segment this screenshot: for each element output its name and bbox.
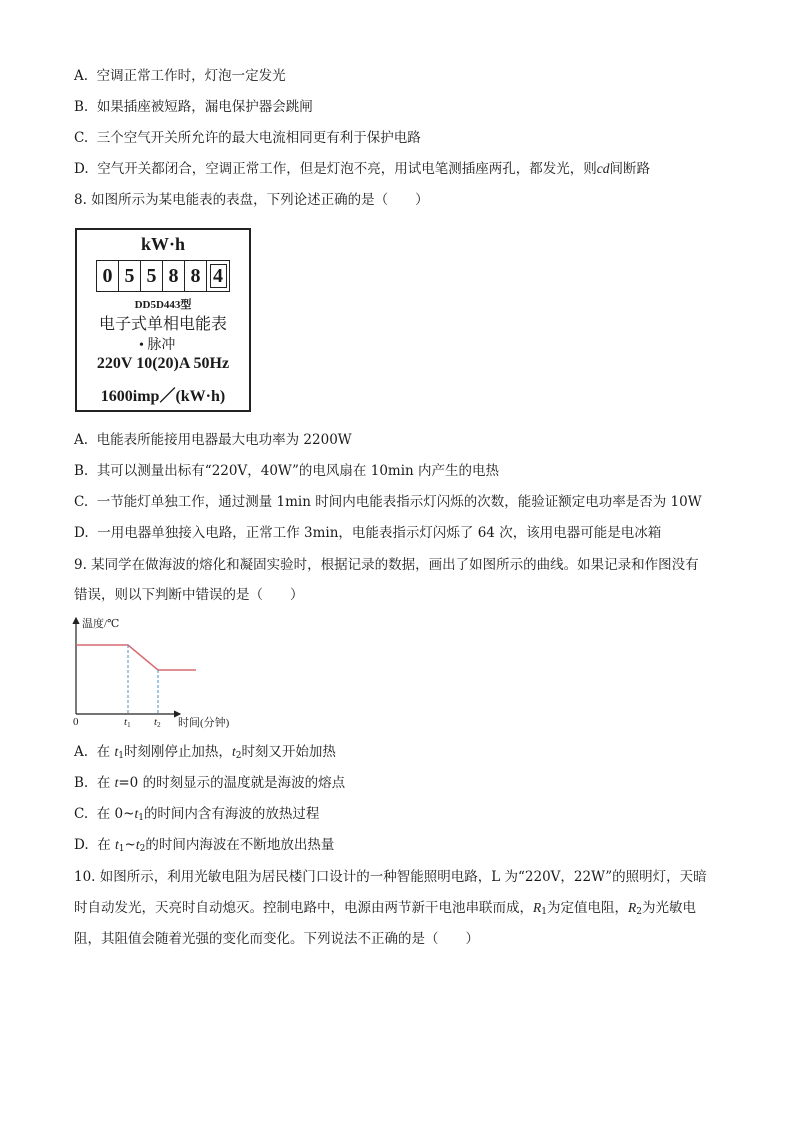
meter-digit: 5 (141, 261, 163, 291)
q9-stem-line1: 9. 某同学在做海波的熔化和凝固实验时，根据记录的数据，画出了如图所示的曲线。如果记录和作图没有 (74, 557, 699, 573)
temperature-time-chart (68, 614, 258, 734)
origin-label: 0 (73, 716, 79, 728)
q10-stem-line2: 时自动发光，天亮时自动熄灭。控制电路中，电源由两节新干电池串联而成，$R_1$为定值电阻，$R_2$为光敏电 (74, 900, 696, 917)
q7-option-c: C. 三个空气开关所允许的最大电流相同更有利于保护电路 (74, 130, 421, 146)
meter-imp-constant: 1600imp／(kW·h) (100, 388, 226, 405)
q9-option-d: D. 在 $t_1\sim t_2$的时间内海波在不断地放出热量 (74, 837, 335, 854)
meter-pulse-indicator: • 脉冲 (139, 338, 176, 353)
meter-counter (96, 260, 230, 292)
meter-model: DD5D443型 (134, 299, 192, 311)
meter-name: 电子式单相电能表 (98, 316, 227, 333)
q8-option-b: B. 其可以测量出标有“220V，40W”的电风扇在 10min 内产生的电热 (74, 463, 500, 479)
q7-option-a: A. 空调正常工作时，灯泡一定发光 (74, 68, 286, 84)
meter-digit: 8 (163, 261, 185, 291)
temperature-curve (76, 645, 196, 670)
q8-option-d: D. 一用电器单独接入电路，正常工作 3min，电能表指示灯闪烁了 64 次，该用电器可能是电冰箱 (74, 525, 662, 541)
q8-stem: 8. 如图所示为某电能表的表盘，下列论述正确的是（ ） (74, 192, 429, 208)
t1-tick-label: t1 (124, 716, 131, 729)
meter-decimal-digit: 4 (207, 261, 229, 291)
q9-stem-line2: 错误，则以下判断中错误的是（ ） (74, 587, 304, 603)
q9-option-a: A. 在 $t_1$时刻刚停止加热，$t_2$时刻又开始加热 (74, 744, 336, 761)
q7-option-b: B. 如果插座被短路，漏电保护器会跳闸 (74, 99, 313, 115)
q9-option-b: B. 在 t=0 的时刻显示的温度就是海波的熔点 (74, 775, 346, 791)
q10-stem-line3: 阻，其阻值会随着光强的变化而变化。下列说法不正确的是（ ） (74, 931, 479, 947)
meter-unit: kW·h (140, 234, 186, 254)
meter-digit: 0 (97, 261, 119, 291)
meter-digit: 8 (185, 261, 207, 291)
q9-option-c: C. 在 $0\sim t_1$的时间内含有海波的放热过程 (74, 806, 320, 823)
q7-option-d: D. 空气开关都闭合，空调正常工作，但是灯泡不亮，用试电笔测插座两孔，都发光，则cd间断路 (74, 161, 650, 177)
x-axis-label: 时间(分钟) (178, 717, 230, 729)
q10-stem-line1: 10. 如图所示，利用光敏电阻为居民楼门口设计的一种智能照明电路，L 为“220V，22W”的照明灯，天暗 (74, 869, 707, 885)
y-axis-label: 温度/℃ (82, 618, 120, 630)
meter-rating: 220V 10(20)A 50Hz (96, 355, 230, 372)
meter-digit: 5 (119, 261, 141, 291)
q8-option-c: C. 一节能灯单独工作，通过测量 1min 时间内电能表指示灯闪烁的次数，能验证额定电功率是否为 10W (74, 494, 702, 510)
t2-tick-label: t2 (154, 716, 161, 729)
energy-meter-panel (75, 228, 251, 412)
q8-option-a: A. 电能表所能接用电器最大电功率为 2200W (74, 432, 352, 448)
